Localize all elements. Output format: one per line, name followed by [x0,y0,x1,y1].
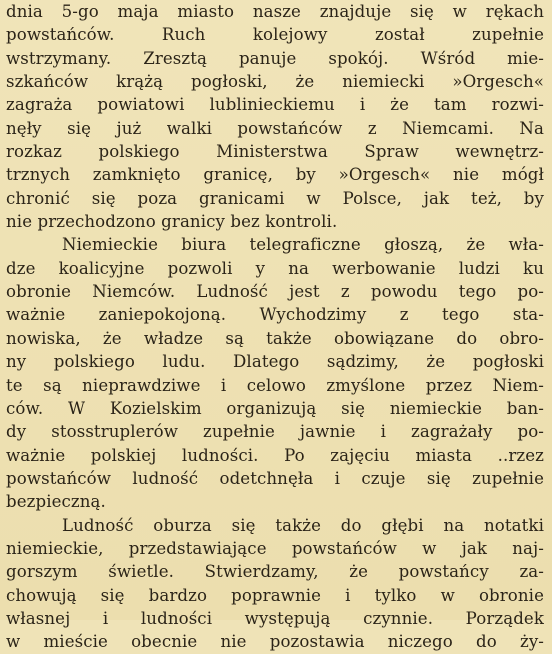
text-line: chowują się bardzo poprawnie i tylko w obronie [6,585,544,605]
text-line: ważnie polskiej ludności. Po zajęciu miasta ..rzez [6,445,544,465]
text-line: niemieckie, przedstawiające powstańców w jak naj- [6,538,544,558]
text-line: zagraża powiatowi lublinieckiemu i że tam rozwi- [6,95,544,115]
text-line: nęły się już walki powstańców z Niemcami. Na [6,118,544,138]
text-line: te są nieprawdziwe i celowo zmyślone przez Niem- [6,375,544,395]
text-line: powstańców ludność odetchnęła i czuje się zupełnie [6,468,544,488]
text-line: własnej i ludności występują czynnie. Porządek [6,608,544,628]
text-line: nowiska, że władze są także obowiązane do obro- [6,328,544,348]
text-line: szkańców krążą pogłoski, że niemiecki »Orgesch« [6,72,544,92]
text-line: rozkaz polskiego Ministerstwa Spraw wewnętrz- [6,142,544,162]
text-line: dy stosstruplerów zupełnie jawnie i zagrażały po- [6,422,544,442]
article-column [6,0,544,654]
paragraph [6,0,544,233]
text-line: obronie Niemców. Ludność jest z powodu tego po- [6,282,544,302]
text-line: w mieście obecnie nie pozostawia niczego do ży- [6,632,544,652]
text-line: bezpieczną. [6,492,106,512]
text-line: gorszym świetle. Stwierdzamy, że powstańcy za- [6,562,544,582]
text-line: chronić się poza granicami w Polsce, jak też, by [6,188,544,208]
text-line: Ludność oburza się także do głębi na notatki [62,515,544,535]
text-line: dnia 5-go maja miasto nasze znajduje się w rękach [6,2,544,21]
paragraph [6,514,544,654]
text-line: ny polskiego ludu. Dlatego sądzimy, że pogłoski [6,352,544,372]
text-line: wstrzymany. Zresztą panuje spokój. Wśród mie- [6,48,544,68]
text-line: ważnie zaniepokojoną. Wychodzimy z tego sta- [6,305,544,325]
text-line: ców. W Kozielskim organizują się niemieckie ban- [6,398,544,418]
paragraph [6,233,544,513]
text-line: powstańców. Ruch kolejowy został zupełnie [6,25,544,45]
text-line: Niemieckie biura telegraficzne głoszą, że wła- [62,235,544,255]
text-line: trznych zamknięto granicę, by »Orgesch« nie mógł [6,165,544,185]
text-line: nie przechodzono granicy bez kontroli. [6,212,338,232]
text-line: dze koalicyjne pozwoli y na werbowanie ludzi ku [6,258,544,278]
